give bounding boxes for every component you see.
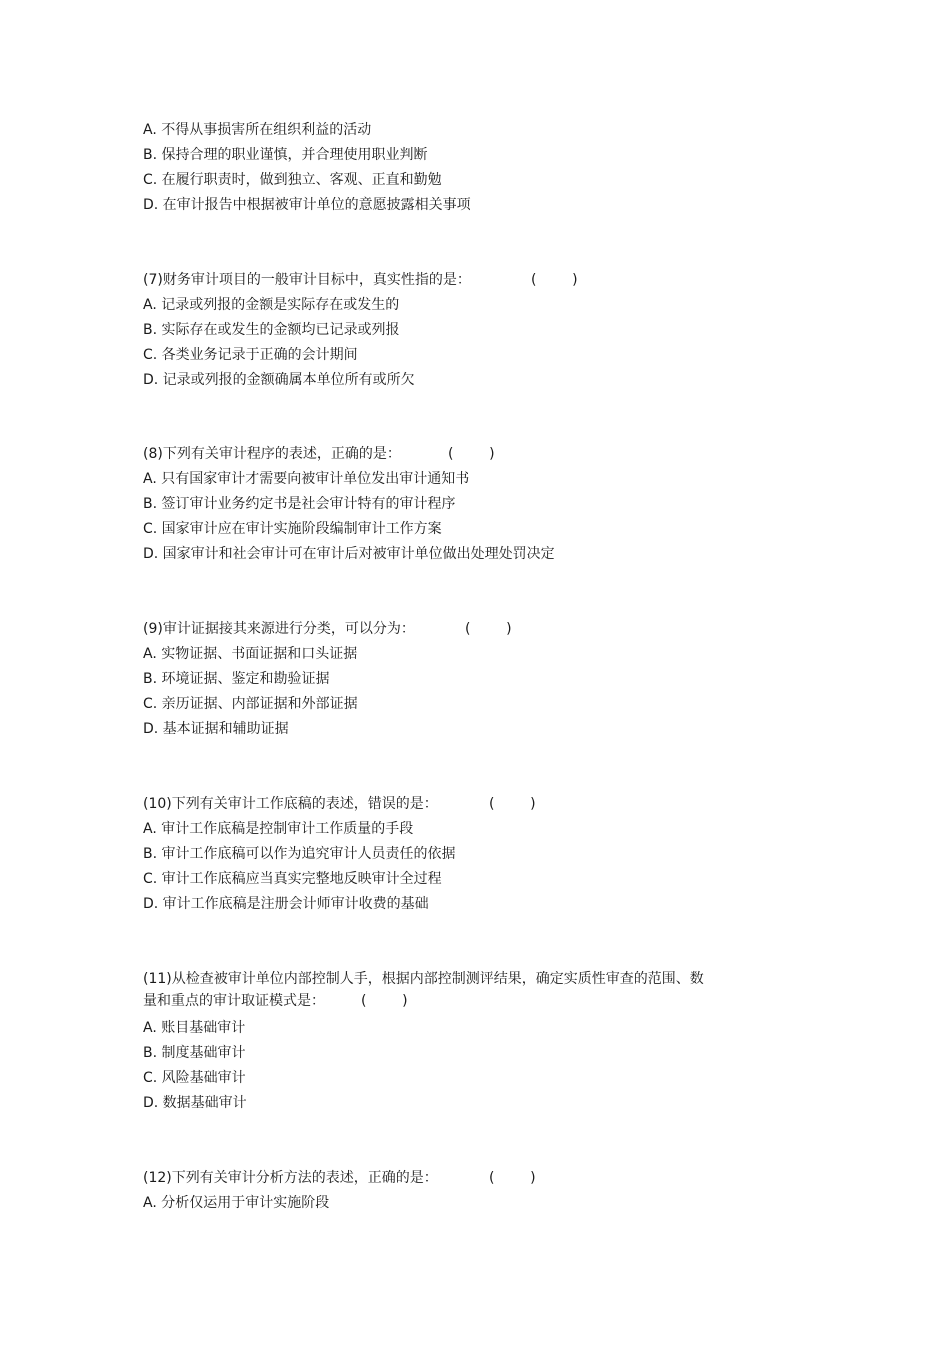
q11-option-c: C. 风险基础审计 xyxy=(143,1070,246,1086)
q12-option-a: A. 分析仅运用于审计实施阶段 xyxy=(143,1195,330,1211)
q10-option-b: B. 审计工作底稿可以作为追究审计人员责任的依据 xyxy=(143,846,456,862)
q9-option-a: A. 实物证据、书面证据和口头证据 xyxy=(143,646,358,662)
q11-option-a: A. 账目基础审计 xyxy=(143,1020,246,1036)
q6-option-c: C. 在履行职责时，做到独立、客观、正直和勤勉 xyxy=(143,172,442,188)
q9-stem xyxy=(143,620,512,638)
q8-option-d: D. 国家审计和社会审计可在审计后对被审计单位做出处理处罚决定 xyxy=(143,546,555,562)
q7-option-a: A. 记录或列报的金额是实际存在或发生的 xyxy=(143,297,400,313)
q9-stem-text: (9)审计证据接其来源进行分类，可以分为： xyxy=(143,621,415,637)
q11-stem-line2 xyxy=(143,992,408,1010)
q9-option-c: C. 亲历证据、内部证据和外部证据 xyxy=(143,696,358,712)
q8-stem-text: (8)下列有关审计程序的表述，正确的是： xyxy=(143,446,401,462)
q10-option-a: A. 审计工作底稿是控制审计工作质量的手段 xyxy=(143,821,414,837)
q7-option-b: B. 实际存在或发生的金额均已记录或列报 xyxy=(143,322,400,338)
q8-option-c: C. 国家审计应在审计实施阶段编制审计工作方案 xyxy=(143,521,442,537)
q10-stem-text: (10)下列有关审计工作底稿的表述，错误的是： xyxy=(143,796,438,812)
q7-option-d: D. 记录或列报的金额确属本单位所有或所欠 xyxy=(143,372,415,388)
q11-option-b: B. 制度基础审计 xyxy=(143,1045,246,1061)
q7-option-c: C. 各类业务记录于正确的会计期间 xyxy=(143,347,358,363)
q6-option-b: B. 保持合理的职业谨慎，并合理使用职业判断 xyxy=(143,147,428,163)
q9-answer-paren: ( ) xyxy=(465,621,512,637)
q6-option-a: A. 不得从事损害所在组织利益的活动 xyxy=(143,122,372,138)
q7-stem xyxy=(143,271,578,289)
q12-stem-text: (12)下列有关审计分析方法的表述，正确的是： xyxy=(143,1170,438,1186)
q8-answer-paren: ( ) xyxy=(448,446,495,462)
q8-option-a: A. 只有国家审计才需要向被审计单位发出审计通知书 xyxy=(143,471,470,487)
q11-option-d: D. 数据基础审计 xyxy=(143,1095,247,1111)
q8-stem xyxy=(143,445,495,463)
q7-stem-text: (7)财务审计项目的一般审计目标中，真实性指的是： xyxy=(143,272,471,288)
q11-stem-line1: (11)从检查被审计单位内部控制人手，根据内部控制测评结果，确定实质性审查的范围、数 xyxy=(143,971,704,987)
q8-option-b: B. 签订审计业务约定书是社会审计特有的审计程序 xyxy=(143,496,456,512)
q12-answer-paren: ( ) xyxy=(489,1170,536,1186)
q10-option-c: C. 审计工作底稿应当真实完整地反映审计全过程 xyxy=(143,871,442,887)
q6-option-d: D. 在审计报告中根据被审计单位的意愿披露相关事项 xyxy=(143,197,471,213)
q10-option-d: D. 审计工作底稿是注册会计师审计收费的基础 xyxy=(143,896,429,912)
q11-answer-paren: ( ) xyxy=(361,993,408,1009)
q11-stem-text: 量和重点的审计取证模式是： xyxy=(143,993,325,1009)
q9-option-b: B. 环境证据、鉴定和勘验证据 xyxy=(143,671,330,687)
q10-answer-paren: ( ) xyxy=(489,796,536,812)
q9-option-d: D. 基本证据和辅助证据 xyxy=(143,721,289,737)
q10-stem xyxy=(143,795,536,813)
q12-stem xyxy=(143,1169,536,1187)
q7-answer-paren: ( ) xyxy=(531,272,578,288)
